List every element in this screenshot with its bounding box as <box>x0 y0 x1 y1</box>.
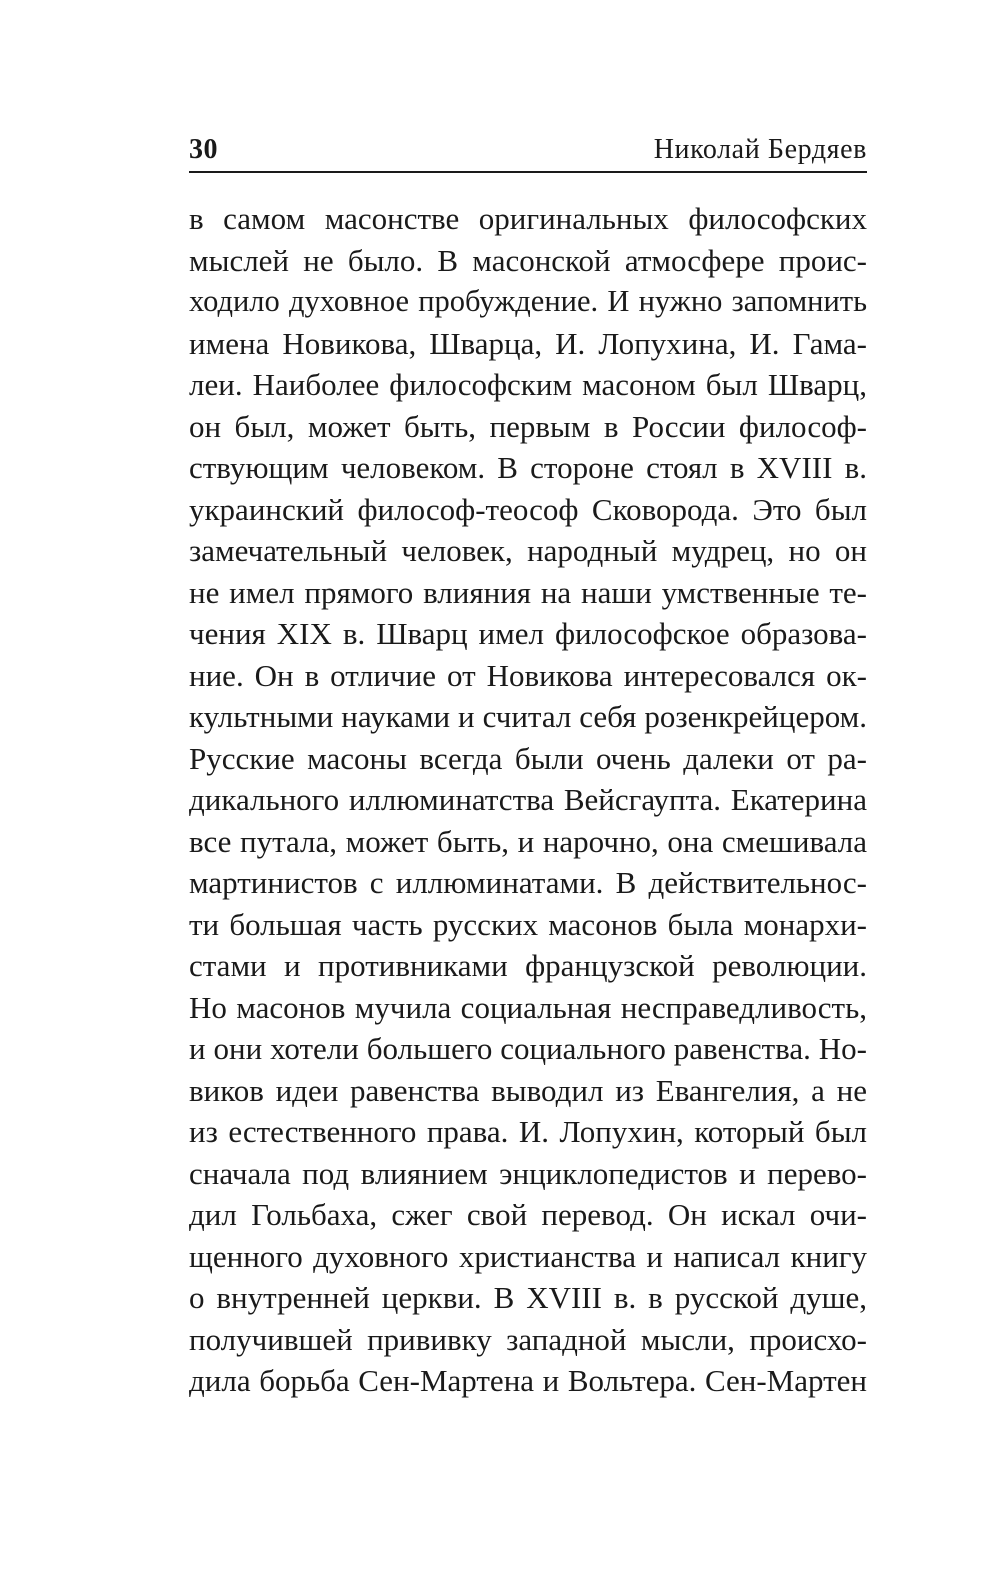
text-line: ходило духовное пробуждение. И нужно запомнить <box>189 284 867 318</box>
text-line: не имел прямого влияния на наши умственные те- <box>189 574 867 610</box>
running-head <box>189 132 867 168</box>
text-line: из естественного права. И. Лопухин, который был <box>189 1114 867 1149</box>
text-line: он был, может быть, первым в России философ- <box>189 408 867 444</box>
text-line: Но масонов мучила социальная несправедливость, <box>189 989 867 1025</box>
running-head-author: Николай Бердяев <box>653 134 867 165</box>
text-line: ние. Он в отличие от Новикова интересовался ок- <box>189 657 867 693</box>
text-line: о внутренней церкви. В XVIII в. в русской душе, <box>189 1280 867 1315</box>
text-line: мартинистов с иллюминатами. В действительнос- <box>189 865 867 900</box>
text-line: замечательный человек, народный мудрец, но он <box>189 533 867 568</box>
text-line: имена Новикова, Шварца, И. Лопухина, И. Гама- <box>189 325 867 361</box>
text-line: культными науками и считал себя розенкрейцером. <box>189 699 867 734</box>
text-line: Русские масоны всегда были очень далеки от ра- <box>189 740 867 776</box>
text-line: в самом масонстве оригинальных философских <box>189 201 867 236</box>
text-line: все путала, может быть, и нарочно, она смешивала <box>189 823 867 859</box>
text-line: украинский философ-теософ Сковорода. Это был <box>189 491 867 527</box>
text-line: получившей прививку западной мысли, происхо- <box>189 1321 867 1357</box>
text-line: виков идеи равенства выводил из Евангелия, а не <box>189 1072 867 1108</box>
text-line: и они хотели большего социального равенства. Но- <box>189 1031 867 1066</box>
text-line: ствующим человеком. В стороне стоял в XVIII в. <box>189 450 867 485</box>
text-line: сначала под влиянием энциклопедистов и перево- <box>189 1155 867 1191</box>
header-rule <box>189 171 867 173</box>
text-line: щенного духовного христианства и написал книгу <box>189 1238 867 1274</box>
text-line: ти большая часть русских масонов была монархи- <box>189 906 867 942</box>
text-line: дила борьба Сен-Мартена и Вольтера. Сен-Мартен <box>189 1363 867 1398</box>
text-line: дикального иллюминатства Вейсгаупта. Екатерина <box>189 782 867 817</box>
text-line: стами и противниками французской революции. <box>189 948 867 983</box>
text-line: леи. Наиболее философским масоном был Шварц, <box>189 367 867 402</box>
text-line: дил Гольбаха, сжег свой перевод. Он искал очи- <box>189 1197 867 1232</box>
page-number: 30 <box>189 134 218 165</box>
body-text <box>189 198 867 1402</box>
text-line: мыслей не было. В масонской атмосфере проис- <box>189 242 867 278</box>
text-line: чения XIX в. Шварц имел философское образова- <box>189 616 867 651</box>
